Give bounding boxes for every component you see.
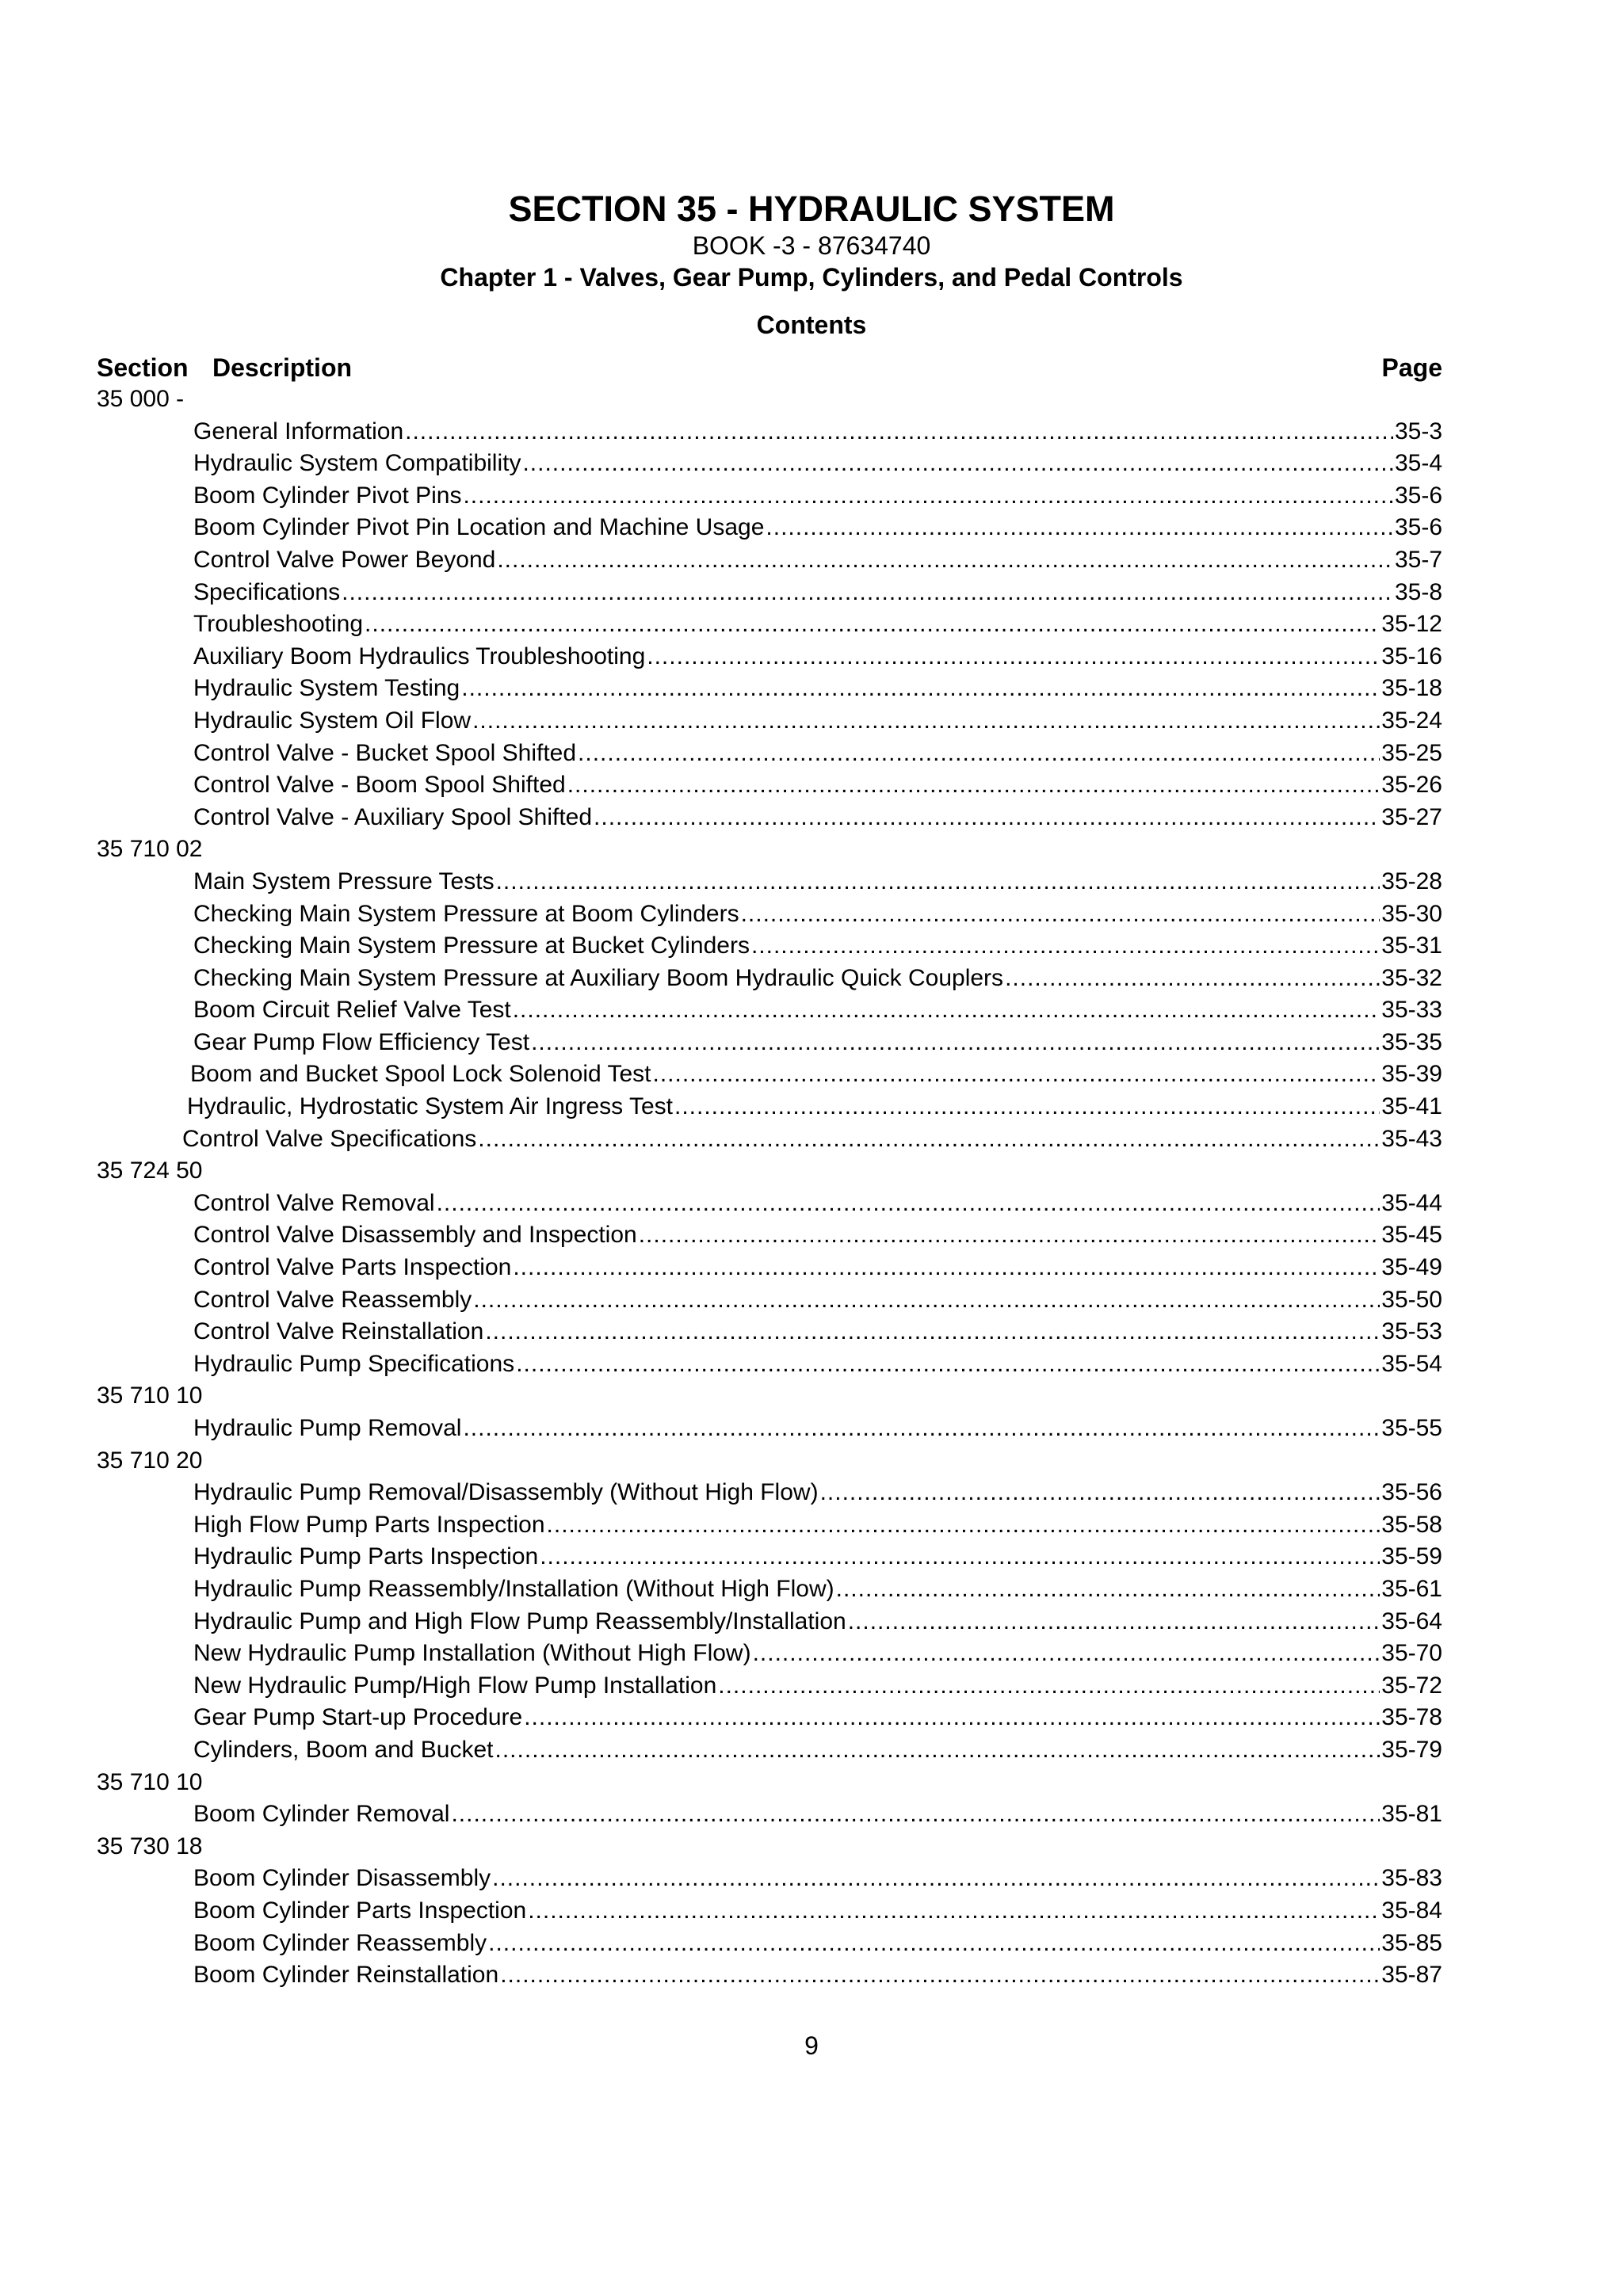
- toc-dot-leader: [753, 1638, 1381, 1670]
- toc-dot-leader: [524, 1702, 1380, 1734]
- toc-entry-title: New Hydraulic Pump/High Flow Pump Installation: [193, 1672, 717, 1699]
- toc-entry-page: 35-24: [1381, 707, 1442, 734]
- toc-entry-title: Hydraulic Pump Reassembly/Installation (Without High Flow): [193, 1575, 834, 1602]
- toc-entry-title: Boom Cylinder Parts Inspection: [193, 1897, 527, 1924]
- toc-dot-leader: [437, 1188, 1381, 1220]
- toc-entry[interactable]: [97, 1895, 1442, 1928]
- book-number: BOOK -3 - 87634740: [692, 231, 931, 260]
- toc-dot-leader: [451, 1798, 1380, 1831]
- toc-entry[interactable]: [97, 1413, 1442, 1445]
- toc-entry[interactable]: [97, 898, 1442, 931]
- toc-entry-title: Boom Cylinder Disassembly: [193, 1865, 491, 1892]
- toc-dot-leader: [836, 1573, 1381, 1606]
- toc-section-code: 35 724 50: [97, 1158, 203, 1184]
- toc-dot-leader: [528, 1895, 1380, 1928]
- section-title: SECTION 35 - HYDRAULIC SYSTEM: [508, 189, 1115, 229]
- toc-dot-leader: [766, 512, 1393, 544]
- table-of-contents: [97, 383, 1442, 1992]
- toc-entry-title: Hydraulic Pump Specifications: [193, 1350, 515, 1377]
- toc-entry[interactable]: [97, 673, 1442, 705]
- page-number: 9: [804, 2031, 819, 2060]
- toc-entry-page: 35-81: [1381, 1801, 1442, 1828]
- toc-dot-leader: [578, 738, 1380, 770]
- toc-section-code: 35 000 -: [97, 386, 185, 412]
- toc-entry-page: 35-87: [1381, 1962, 1442, 1989]
- toc-entry-title: Control Valve Reinstallation: [193, 1318, 484, 1345]
- toc-entry-page: 35-45: [1381, 1222, 1442, 1249]
- toc-entry-page: 35-26: [1381, 772, 1442, 799]
- toc-entry[interactable]: [97, 769, 1442, 802]
- toc-dot-leader: [516, 1348, 1380, 1381]
- toc-dot-leader: [741, 898, 1381, 931]
- toc-entry-title: Boom Circuit Relief Valve Test: [193, 997, 511, 1024]
- toc-dot-leader: [674, 1091, 1380, 1123]
- toc-dot-leader: [365, 608, 1380, 641]
- toc-dot-leader: [751, 930, 1380, 963]
- toc-entry[interactable]: [97, 1541, 1442, 1573]
- toc-dot-leader: [647, 641, 1380, 673]
- toc-entry[interactable]: [97, 448, 1442, 480]
- toc-entry[interactable]: [97, 994, 1442, 1027]
- toc-entry-page: 35-44: [1381, 1189, 1442, 1216]
- toc-entry-title: Hydraulic Pump Removal: [193, 1415, 462, 1441]
- toc-entry-page: 35-7: [1394, 546, 1442, 573]
- toc-section-code: 35 710 20: [97, 1447, 203, 1474]
- toc-entry-page: 35-3: [1394, 418, 1442, 444]
- toc-entry-page: 35-83: [1381, 1865, 1442, 1892]
- toc-entry[interactable]: [97, 866, 1442, 898]
- toc-entry-title: Hydraulic Pump and High Flow Pump Reassembly/Installation: [193, 1608, 846, 1634]
- toc-entry-title: Main System Pressure Tests: [193, 868, 495, 894]
- toc-entry-title: Boom Cylinder Reinstallation: [193, 1962, 499, 1989]
- toc-dot-leader: [463, 1413, 1380, 1445]
- toc-entry-title: Control Valve Power Beyond: [193, 546, 496, 573]
- toc-entry-title: Control Valve Specifications: [182, 1125, 477, 1152]
- toc-entry-title: General Information: [193, 418, 404, 444]
- toc-entry-title: Troubleshooting: [193, 611, 364, 638]
- toc-dot-leader: [639, 1219, 1381, 1252]
- toc-entry[interactable]: [97, 1734, 1442, 1767]
- toc-entry-title: Hydraulic Pump Parts Inspection: [193, 1543, 539, 1570]
- toc-dot-leader: [492, 1863, 1380, 1895]
- toc-dot-leader: [405, 416, 1393, 448]
- toc-entry-page: 35-41: [1381, 1093, 1442, 1120]
- toc-dot-leader: [1005, 963, 1380, 995]
- column-header-section: Section: [97, 353, 189, 382]
- toc-entry[interactable]: [97, 705, 1442, 738]
- toc-entry[interactable]: [97, 1188, 1442, 1220]
- toc-entry-page: 35-27: [1381, 803, 1442, 830]
- toc-entry-page: 35-64: [1381, 1608, 1442, 1634]
- toc-entry-page: 35-16: [1381, 643, 1442, 669]
- toc-entry-page: 35-79: [1381, 1736, 1442, 1763]
- toc-entry-title: Control Valve - Auxiliary Spool Shifted: [193, 803, 593, 830]
- toc-dot-leader: [461, 673, 1380, 705]
- toc-entry[interactable]: [97, 1348, 1442, 1381]
- toc-entry[interactable]: [97, 1670, 1442, 1703]
- toc-dot-leader: [478, 1123, 1380, 1156]
- toc-entry[interactable]: [97, 1573, 1442, 1606]
- toc-dot-leader: [540, 1541, 1380, 1573]
- toc-entry-page: 35-55: [1381, 1415, 1442, 1441]
- toc-dot-leader: [522, 448, 1393, 480]
- toc-entry-title: Auxiliary Boom Hydraulics Troubleshooting: [193, 643, 646, 669]
- toc-entry[interactable]: [97, 930, 1442, 963]
- toc-entry-title: Control Valve Parts Inspection: [193, 1254, 512, 1281]
- toc-entry-page: 35-12: [1381, 611, 1442, 638]
- toc-entry-title: Control Valve - Boom Spool Shifted: [193, 772, 566, 799]
- toc-entry-page: 35-85: [1381, 1929, 1442, 1956]
- chapter-title: Chapter 1 - Valves, Gear Pump, Cylinders, and Pedal Controls: [440, 263, 1183, 292]
- toc-entry-page: 35-18: [1381, 675, 1442, 702]
- toc-entry[interactable]: [97, 1123, 1442, 1156]
- toc-entry-page: 35-59: [1381, 1543, 1442, 1570]
- toc-dot-leader: [496, 866, 1381, 898]
- toc-entry[interactable]: [97, 1091, 1442, 1123]
- toc-dot-leader: [513, 1252, 1380, 1284]
- toc-entry-page: 35-58: [1381, 1511, 1442, 1538]
- toc-entry-title: Boom and Bucket Spool Lock Solenoid Test: [190, 1061, 651, 1088]
- toc-section-code: 35 710 02: [97, 836, 203, 863]
- toc-entry-title: Hydraulic System Oil Flow: [193, 707, 472, 734]
- toc-entry-page: 35-25: [1381, 739, 1442, 766]
- toc-dot-leader: [531, 1027, 1380, 1059]
- toc-dot-leader: [718, 1670, 1380, 1703]
- toc-entry-page: 35-6: [1394, 514, 1442, 541]
- toc-section-code: 35 710 10: [97, 1768, 203, 1795]
- toc-entry-title: Cylinders, Boom and Bucket: [193, 1736, 494, 1763]
- toc-entry-page: 35-49: [1381, 1254, 1442, 1281]
- toc-entry[interactable]: [97, 577, 1442, 609]
- toc-entry-title: Gear Pump Start-up Procedure: [193, 1704, 523, 1731]
- toc-entry-page: 35-31: [1381, 933, 1442, 959]
- toc-dot-leader: [495, 1734, 1381, 1767]
- toc-entry-title: Checking Main System Pressure at Auxiliary Boom Hydraulic Quick Couplers: [193, 964, 1004, 991]
- toc-entry[interactable]: [97, 416, 1442, 448]
- toc-entry[interactable]: [97, 1863, 1442, 1895]
- toc-entry[interactable]: [97, 1606, 1442, 1638]
- toc-section-code: 35 730 18: [97, 1833, 203, 1859]
- toc-entry[interactable]: [97, 1509, 1442, 1542]
- toc-dot-leader: [473, 1284, 1380, 1317]
- toc-entry[interactable]: [97, 608, 1442, 641]
- toc-entry-title: Boom Cylinder Pivot Pins: [193, 482, 462, 509]
- toc-dot-leader: [497, 544, 1393, 577]
- toc-entry-title: New Hydraulic Pump Installation (Without High Flow): [193, 1640, 751, 1667]
- toc-column-headers: [97, 352, 1442, 383]
- toc-entry-page: 35-28: [1381, 868, 1442, 894]
- toc-entry-page: 35-4: [1394, 450, 1442, 477]
- column-header-description: Description: [212, 353, 353, 382]
- toc-entry-title: Hydraulic Pump Removal/Disassembly (Without High Flow): [193, 1479, 819, 1506]
- toc-dot-leader: [463, 480, 1392, 513]
- contents-heading: Contents: [756, 311, 867, 339]
- toc-entry[interactable]: [97, 1477, 1442, 1509]
- toc-entry-page: 35-32: [1381, 964, 1442, 991]
- toc-entry-title: Control Valve - Bucket Spool Shifted: [193, 739, 577, 766]
- toc-dot-leader: [652, 1058, 1380, 1091]
- toc-entry-page: 35-35: [1381, 1028, 1442, 1055]
- toc-entry-page: 35-8: [1394, 578, 1442, 605]
- toc-entry[interactable]: [97, 641, 1442, 673]
- toc-dot-leader: [820, 1477, 1381, 1509]
- toc-entry-title: Boom Cylinder Reassembly: [193, 1929, 487, 1956]
- toc-entry[interactable]: [97, 1702, 1442, 1734]
- toc-entry-title: Control Valve Reassembly: [193, 1286, 472, 1313]
- toc-entry[interactable]: [97, 1058, 1442, 1091]
- toc-entry-page: 35-50: [1381, 1286, 1442, 1313]
- toc-dot-leader: [472, 705, 1380, 738]
- toc-entry[interactable]: [97, 1959, 1442, 1992]
- toc-entry-title: Hydraulic System Testing: [193, 675, 460, 702]
- toc-entry-title: Checking Main System Pressure at Boom Cylinders: [193, 900, 739, 927]
- toc-entry[interactable]: [97, 963, 1442, 995]
- toc-entry-page: 35-70: [1381, 1640, 1442, 1667]
- toc-entry[interactable]: [97, 1027, 1442, 1059]
- toc-dot-leader: [547, 1509, 1381, 1542]
- toc-entry-page: 35-43: [1381, 1125, 1442, 1152]
- toc-dot-leader: [848, 1606, 1381, 1638]
- toc-entry-title: Gear Pump Flow Efficiency Test: [193, 1028, 530, 1055]
- toc-entry[interactable]: [97, 544, 1442, 577]
- toc-entry-title: Boom Cylinder Pivot Pin Location and Machine Usage: [193, 514, 765, 541]
- toc-entry-title: Hydraulic System Compatibility: [193, 450, 521, 477]
- toc-entry-title: Control Valve Removal: [193, 1189, 435, 1216]
- toc-dot-leader: [513, 994, 1381, 1027]
- toc-entry-title: Boom Cylinder Removal: [193, 1801, 450, 1828]
- toc-entry[interactable]: [97, 1219, 1442, 1252]
- toc-entry-page: 35-30: [1381, 900, 1442, 927]
- toc-entry[interactable]: [97, 1798, 1442, 1831]
- toc-entry[interactable]: [97, 1928, 1442, 1960]
- toc-entry-page: 35-78: [1381, 1704, 1442, 1731]
- toc-dot-leader: [500, 1959, 1380, 1992]
- toc-dot-leader: [488, 1928, 1380, 1960]
- toc-entry-page: 35-84: [1381, 1897, 1442, 1924]
- toc-entry[interactable]: [97, 802, 1442, 834]
- toc-dot-leader: [567, 769, 1381, 802]
- toc-entry-page: 35-53: [1381, 1318, 1442, 1345]
- toc-entry[interactable]: [97, 512, 1442, 544]
- toc-entry-title: Hydraulic, Hydrostatic System Air Ingress Test: [187, 1093, 673, 1120]
- toc-entry[interactable]: [97, 1316, 1442, 1348]
- toc-entry-page: 35-33: [1381, 997, 1442, 1024]
- toc-entry-page: 35-54: [1381, 1350, 1442, 1377]
- toc-entry[interactable]: [97, 1638, 1442, 1670]
- toc-entry-page: 35-39: [1381, 1061, 1442, 1088]
- toc-entry[interactable]: [97, 738, 1442, 770]
- toc-entry-title: Specifications: [193, 578, 341, 605]
- toc-section-code: 35 710 10: [97, 1383, 203, 1409]
- toc-entry[interactable]: [97, 1252, 1442, 1284]
- column-header-page: Page: [1381, 353, 1442, 382]
- toc-dot-leader: [594, 802, 1380, 834]
- toc-entry-page: 35-6: [1394, 482, 1442, 509]
- toc-entry-title: Control Valve Disassembly and Inspection: [193, 1222, 637, 1249]
- toc-entry-title: High Flow Pump Parts Inspection: [193, 1511, 545, 1538]
- toc-entry[interactable]: [97, 1284, 1442, 1317]
- toc-entry-page: 35-72: [1381, 1672, 1442, 1699]
- toc-entry[interactable]: [97, 480, 1442, 513]
- toc-dot-leader: [485, 1316, 1380, 1348]
- toc-entry-title: Checking Main System Pressure at Bucket Cylinders: [193, 933, 750, 959]
- toc-entry-page: 35-56: [1381, 1479, 1442, 1506]
- toc-entry-page: 35-61: [1381, 1575, 1442, 1602]
- toc-dot-leader: [342, 577, 1393, 609]
